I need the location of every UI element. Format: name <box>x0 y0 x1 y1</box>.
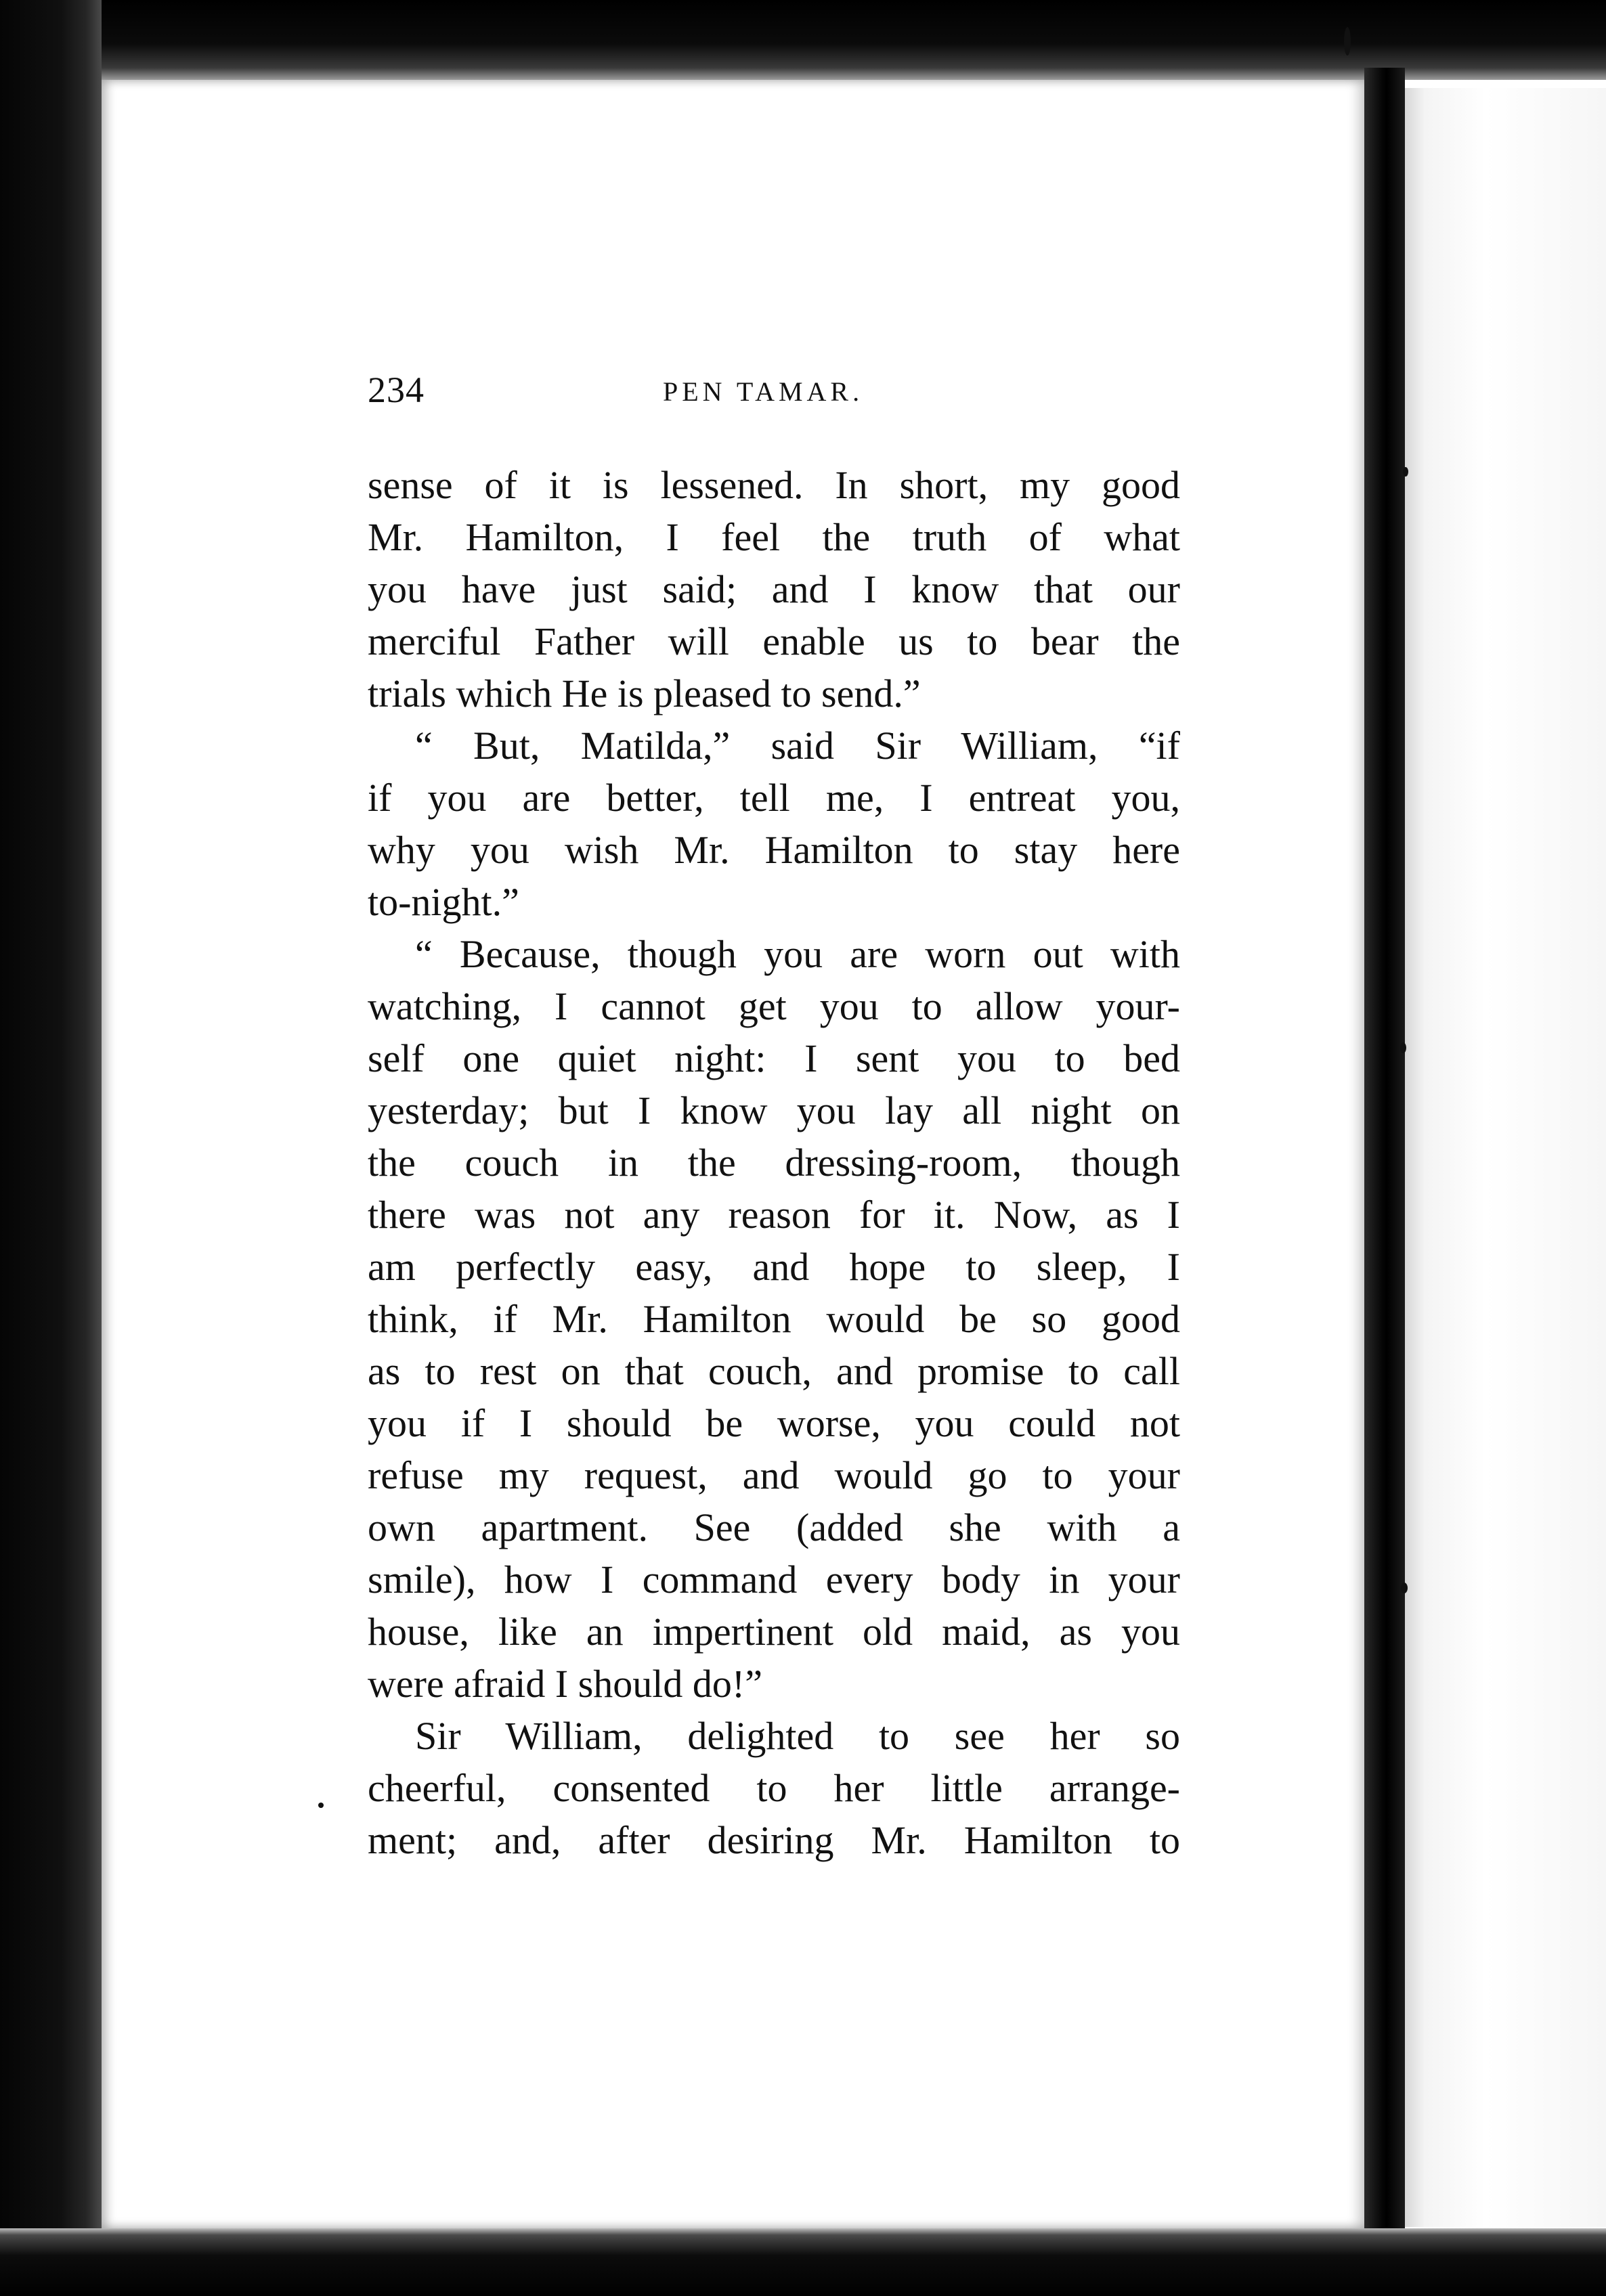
text-line: if you are better, tell me, I entreat you, <box>368 776 1180 820</box>
text-line: cheerful, consented to her little arrange- <box>368 1766 1180 1810</box>
page-number: 234 <box>368 370 425 410</box>
text-line: house, like an impertinent old maid, as you <box>368 1610 1180 1654</box>
text-line: yesterday; but I know you lay all night on <box>368 1088 1180 1132</box>
text-line: self one quiet night: I sent you to bed <box>368 1036 1180 1080</box>
text-line: “ Because, though you are worn out with <box>415 932 1180 976</box>
scan-speck <box>318 1803 324 1808</box>
text-line: sense of it is lessened. In short, my good <box>368 463 1180 507</box>
text-line: “ But, Matilda,” said Sir William, “if <box>415 724 1180 768</box>
text-line: merciful Father will enable us to bear the <box>368 619 1180 663</box>
book-spine-edge <box>0 0 102 2296</box>
running-title: PEN TAMAR. <box>663 376 864 407</box>
text-line: am perfectly easy, and hope to sleep, I <box>368 1245 1180 1289</box>
page-gutter <box>1364 68 1405 2240</box>
text-line: there was not any reason for it. Now, as I <box>368 1193 1180 1237</box>
text-line: think, if Mr. Hamilton would be so good <box>368 1297 1180 1341</box>
text-line: refuse my request, and would go to your <box>368 1453 1180 1497</box>
text-line: as to rest on that couch, and promise to call <box>368 1349 1180 1393</box>
text-line: own apartment. See (added she with a <box>368 1505 1180 1549</box>
text-line: the couch in the dressing-room, though <box>368 1141 1180 1185</box>
text-line: why you wish Mr. Hamilton to stay here <box>368 828 1180 872</box>
text-line: to-night.” <box>368 880 519 924</box>
text-line: you have just said; and I know that our <box>368 567 1180 611</box>
text-line: trials which He is pleased to send.” <box>368 671 921 715</box>
scan-speck <box>1403 467 1408 477</box>
body-text <box>368 459 1180 1866</box>
scan-bottom-edge <box>0 2228 1606 2296</box>
text-line: smile), how I command every body in your <box>368 1558 1180 1602</box>
running-head <box>368 369 1180 423</box>
scan-speck <box>1401 1583 1408 1593</box>
facing-page-edge <box>1405 88 1606 2227</box>
text-line: were afraid I should do!” <box>368 1662 762 1706</box>
text-line: Sir William, delighted to see her so <box>415 1714 1180 1758</box>
scan-speck <box>1344 27 1351 56</box>
text-line: watching, I cannot get you to allow your- <box>368 984 1180 1028</box>
text-line: you if I should be worse, you could not <box>368 1401 1180 1445</box>
scan-speck <box>1400 1042 1406 1053</box>
text-line: Mr. Hamilton, I feel the truth of what <box>368 515 1180 559</box>
text-line: ment; and, after desiring Mr. Hamilton to <box>368 1818 1180 1862</box>
